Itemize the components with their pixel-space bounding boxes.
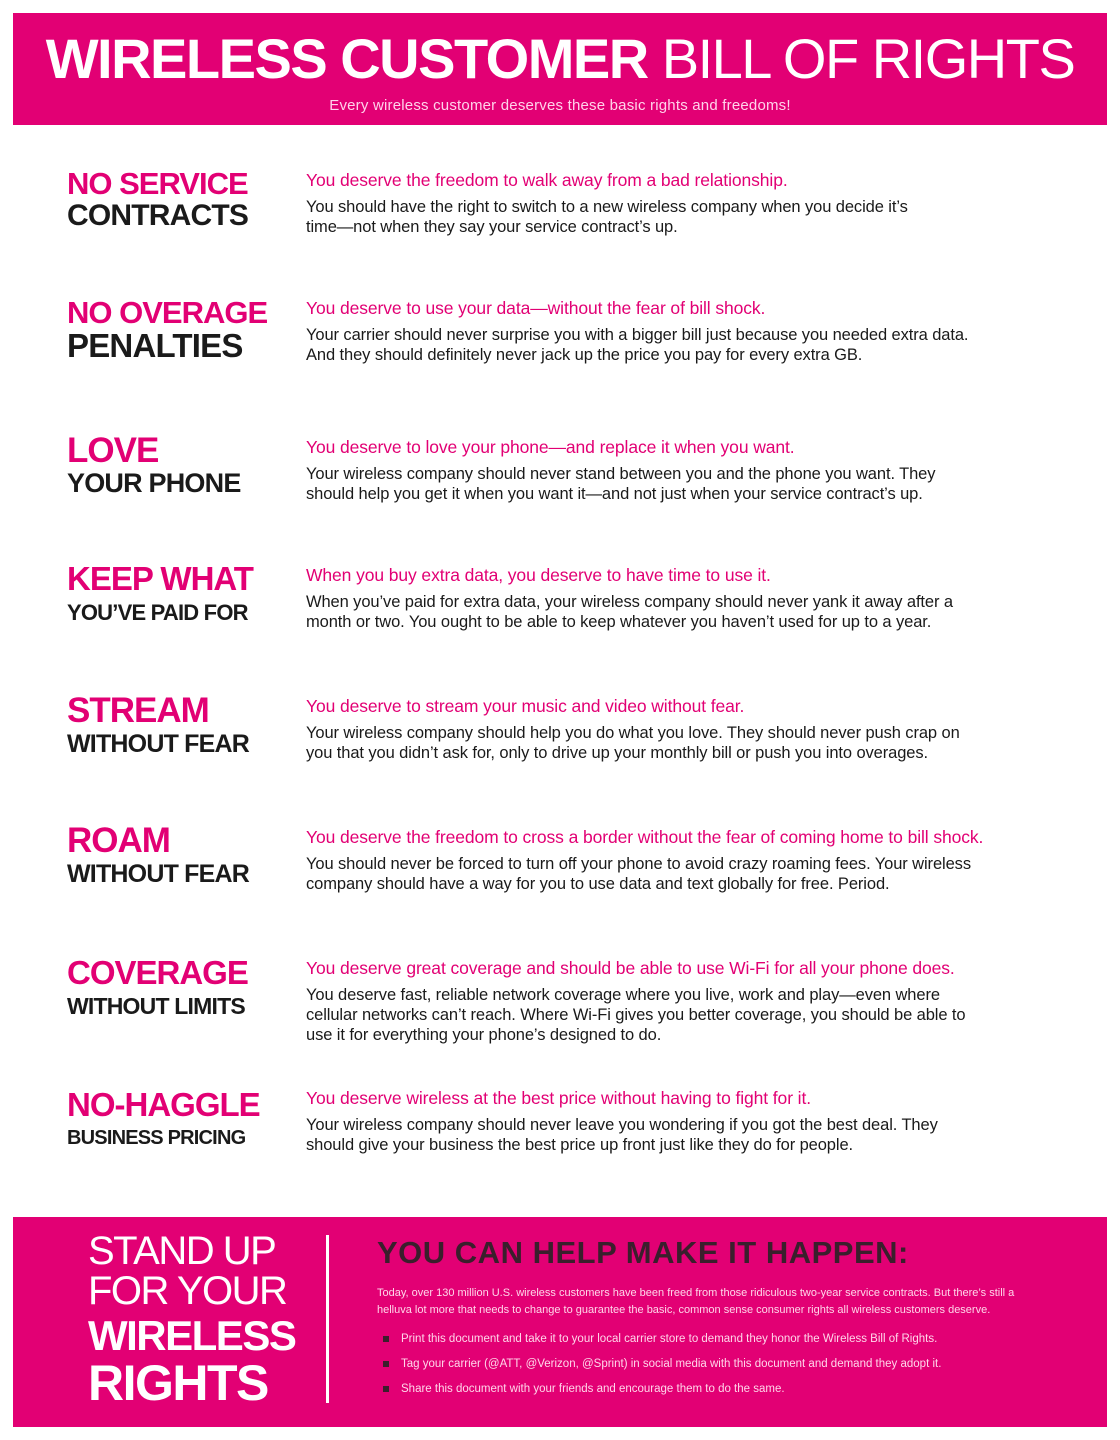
page-title xyxy=(13,27,1107,91)
right-headline: You deserve great coverage and should be able to use Wi-Fi for all your phone does. xyxy=(306,958,955,978)
right-title: ROAM xyxy=(67,821,170,860)
action-text: Print this document and take it to your local carrier store to demand they honor the Wireless Bill of Rights. xyxy=(401,1333,938,1345)
body-line: cellular networks can’t reach. Where Wi-Fi gives you better coverage, you should be able to xyxy=(306,1006,966,1024)
right-subtitle: WITHOUT LIMITS xyxy=(67,993,245,1019)
paragraph-line: helluva lot more that needs to change to guarantee the basic, common sense consumer rights all wireless customers deserve. xyxy=(377,1304,991,1316)
right-title: LOVE xyxy=(67,431,159,470)
square-bullet-icon xyxy=(383,1386,389,1392)
footer-heading: YOU CAN HELP MAKE IT HAPPEN: xyxy=(377,1235,909,1270)
right-headline: You deserve to love your phone—and replace it when you want. xyxy=(306,437,795,457)
right-title: NO-HAGGLE xyxy=(67,1086,260,1123)
right-body xyxy=(306,197,1066,237)
right-subtitle: CONTRACTS xyxy=(67,199,249,232)
right-headline: You deserve to stream your music and video without fear. xyxy=(306,696,745,716)
right-title: STREAM xyxy=(67,691,209,730)
body-line: You should never be forced to turn off your phone to avoid crazy roaming fees. Your wireless xyxy=(306,855,971,873)
slogan-line: FOR YOUR xyxy=(88,1269,287,1313)
body-line: You should have the right to switch to a new wireless company when you decide it’s xyxy=(306,198,908,216)
body-line: company should have a way for you to use data and text globally for free. Period. xyxy=(306,875,890,893)
slogan-line: STAND UP xyxy=(88,1229,276,1273)
right-title: NO SERVICE xyxy=(67,166,248,201)
right-title: NO OVERAGE xyxy=(67,295,268,330)
square-bullet-icon xyxy=(383,1336,389,1342)
right-subtitle: WITHOUT FEAR xyxy=(67,860,250,888)
right-body xyxy=(306,592,1066,632)
right-headline: You deserve wireless at the best price without having to fight for it. xyxy=(306,1088,811,1108)
action-list xyxy=(383,1331,1073,1406)
right-headline: When you buy extra data, you deserve to have time to use it. xyxy=(306,565,771,585)
body-line: Your wireless company should never stand between you and the phone you want. They xyxy=(306,465,936,483)
stand-up-slogan xyxy=(88,1231,318,1409)
body-line: should give your business the best price up front just like they do for people. xyxy=(306,1136,854,1154)
body-line: you that you didn’t ask for, only to drive up your monthly bill or push you into overages. xyxy=(306,744,929,762)
body-line: Your wireless company should never leave you wondering if you got the best deal. They xyxy=(306,1116,938,1134)
list-item xyxy=(383,1331,1073,1347)
right-subtitle: WITHOUT FEAR xyxy=(67,730,250,758)
footer-paragraph xyxy=(377,1285,1067,1319)
body-line: time—not when they say your service contract’s up. xyxy=(306,218,678,236)
right-subtitle: YOU’VE PAID FOR xyxy=(67,600,248,625)
right-subtitle: YOUR PHONE xyxy=(67,468,241,498)
body-line: Your wireless company should help you do what you love. They should never push crap on xyxy=(306,724,960,742)
right-body xyxy=(306,325,1066,365)
body-line: And they should definitely never jack up the price you pay for every extra GB. xyxy=(306,346,863,364)
square-bullet-icon xyxy=(383,1361,389,1367)
body-line: You deserve fast, reliable network coverage where you live, work and play—even where xyxy=(306,986,940,1004)
page-subtitle: Every wireless customer deserves these basic rights and freedoms! xyxy=(329,97,791,114)
right-subtitle: BUSINESS PRICING xyxy=(67,1127,246,1149)
right-body xyxy=(306,985,1066,1045)
body-line: use it for everything your phone’s designed to do. xyxy=(306,1026,662,1044)
right-headline: You deserve to use your data—without the fear of bill shock. xyxy=(306,298,766,318)
action-text: Share this document with your friends and encourage them to do the same. xyxy=(401,1383,785,1395)
body-line: When you’ve paid for extra data, your wireless company should never yank it away after a xyxy=(306,593,953,611)
right-headline: You deserve the freedom to walk away from a bad relationship. xyxy=(306,170,788,190)
footer-banner xyxy=(13,1217,1107,1427)
title-bold: WIRELESS CUSTOMER xyxy=(45,27,648,90)
list-item xyxy=(383,1356,1073,1372)
right-body xyxy=(306,464,1066,504)
slogan-line: RIGHTS xyxy=(88,1355,268,1411)
body-line: should help you get it when you want it—and not just when your service contract’s up. xyxy=(306,485,923,503)
paragraph-line: Today, over 130 million U.S. wireless customers have been freed from those ridiculous two-year service contracts. But there’s still a xyxy=(377,1287,1015,1299)
title-light: BILL OF RIGHTS xyxy=(661,27,1075,90)
right-subtitle: PENALTIES xyxy=(67,327,243,364)
action-text: Tag your carrier (@ATT, @Verizon, @Sprint) in social media with this document and demand they adopt it. xyxy=(401,1358,942,1370)
body-line: Your carrier should never surprise you with a bigger bill just because you needed extra data. xyxy=(306,326,969,344)
right-title: KEEP WHAT xyxy=(67,560,253,597)
right-body xyxy=(306,1115,1066,1155)
right-headline: You deserve the freedom to cross a border without the fear of coming home to bill shock. xyxy=(306,827,984,847)
list-item xyxy=(383,1381,1073,1397)
slogan-line: WIRELESS xyxy=(88,1312,296,1359)
right-body xyxy=(306,723,1066,763)
footer-divider xyxy=(326,1235,329,1403)
right-title: COVERAGE xyxy=(67,954,248,991)
header-banner xyxy=(13,13,1107,125)
right-body xyxy=(306,854,1066,894)
body-line: month or two. You ought to be able to keep whatever you haven’t used for up to a year. xyxy=(306,613,932,631)
